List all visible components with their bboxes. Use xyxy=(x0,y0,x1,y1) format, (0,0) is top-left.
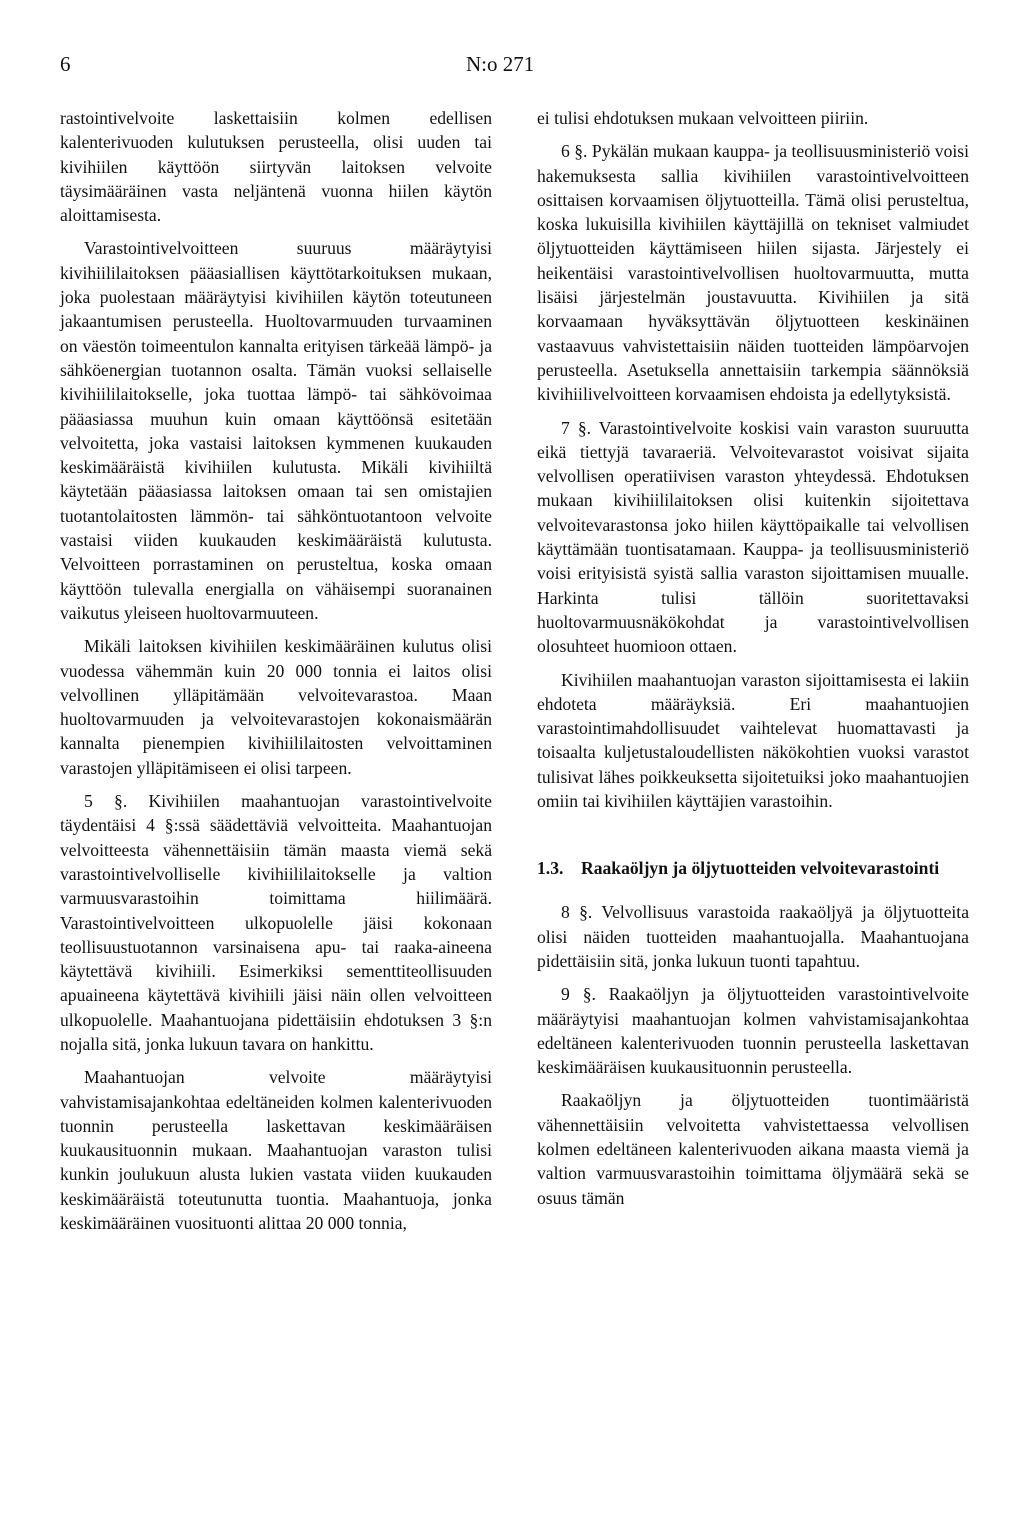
page-number: 6 xyxy=(60,52,71,76)
paragraph: 7 §. Varastointivelvoite koskisi vain varaston suuruutta eikä tiettyjä tavaraeriä. Velvoitevarastot voisivat sijaita velvollisen operatiivisen varaston yhteydessä. Ehdotuksen mukaan kivihiililaitoksen olisi kuitenkin sijoitettava velvoitevarastonsa joko hiilen käyttöpaikalle tai velvollisen käyttämään tuontisatamaan. Kauppa- ja teollisuusministeriö voisi erityisistä syistä sallia varaston sijoittamisen muualle. Harkinta tulisi tällöin suoritettavaksi huoltovarmuusnäkökohdat ja varastointivelvollisen olosuhteet huomioon ottaen. xyxy=(537,417,969,657)
section-heading xyxy=(537,856,969,880)
paragraph: 9 §. Raakaöljyn ja öljytuotteiden varastointivelvoite määräytyisi maahantuojan kolmen vahvistamisajankohtaa edeltäneen kalenterivuoden tuonnin perusteella laskettavan keskimääräisen kuukausituonnin perusteella. xyxy=(537,984,969,1078)
right-column xyxy=(537,106,969,1219)
paragraph: rastointivelvoite laskettaisiin kolmen edellisen kalenterivuoden kulutuksen perusteella, olisi uuden tai kivihiilen käyttöön siirtyvän laitoksen velvoite täysimääräinen vasta neljäntenä vuonna hiilen käytön aloittamisesta. xyxy=(60,108,492,226)
paragraph: Mikäli laitoksen kivihiilen keskimääräinen kulutus olisi vuodessa vähemmän kuin 20 000 tonnia ei laitos olisi velvollinen ylläpitämään velvoitevarastoa. Maan huoltovarmuuden ja velvoitevarastojen kokonaismäärän kannalta pienempien kivihiililaitosten velvoittaminen varastojen ylläpitämiseen ei olisi tarpeen. xyxy=(60,636,492,778)
paragraph: 6 §. Pykälän mukaan kauppa- ja teollisuusministeriö voisi hakemuksesta sallia kivihiilen varastointivelvoitteen osittaisen korvaamisen öljytuotteilla. Tämä olisi perusteltua, koska lukuisilla kivihiilen käyttäjillä on tekniset valmiudet öljytuotteiden käyttämiseen hiilen sijasta. Järjestely ei heikentäisi varastointivelvollisen huoltovarmuutta, mutta lisäisi järjestelmän joustavuutta. Kivihiilen ja sitä korvaamaan hyväksyttävän öljytuotteen keskinäinen vastaavuus vahvistettaisiin näiden tuotteiden lämpöarvojen perusteella. Asetuksella annettaisiin tarkempia säännöksiä kivihiilivelvoitteen korvaamisen ehdoista ja edellytyksistä. xyxy=(537,141,969,405)
paragraph: Varastointivelvoitteen suuruus määräytyisi kivihiililaitoksen pääasiallisen käyttötarkoituksen mukaan, joka puolestaan määräytyisi kivihiilen käytön toteutuneen jakaantumisen perusteella. Huoltovarmuuden turvaaminen on väestön toimeentulon kannalta erityisen tärkeää lämpö- ja sähköenergian tuotannon osalta. Tämän vuoksi sellaiselle kivihiililaitokselle, joka tuottaa lämpö- tai sähkövoimaa pääasiassa muuhun kuin omaan käyttöönsä esitetään velvoitetta, joka vastaisi laitoksen kymmenen kuukauden keskimääräistä kivihiilen kulutusta. Mikäli kivihiiltä käytetään pääasiassa laitoksen omaan tai sen omistajien tuotantolaitosten lämmön- tai sähköntuotantoon velvoite vastaisi viiden kuukauden keskimääräistä kulutusta. Velvoitteen porrastaminen on perusteltua, koska omaan käyttöön tulevalla energialla on vähäisempi suoranainen vaikutus yleiseen huoltovarmuuteen. xyxy=(60,238,492,623)
paragraph: Kivihiilen maahantuojan varaston sijoittamisesta ei lakiin ehdoteta määräyksiä. Eri maahantuojien varastointimahdollisuudet vaihtelevat huomattavasti ja toisaalta kuljetustaloudellisten näkökohtien vuoksi varastot tulisivat lähes poikkeuksetta sijoitetuiksi joko maahantuojien omiin tai kivihiilen käyttäjien varastoihin. xyxy=(537,669,969,812)
section-title: Raakaöljyn ja öljytuotteiden velvoitevarastointi xyxy=(581,858,940,879)
left-column xyxy=(60,106,492,1244)
paragraph: Maahantuojan velvoite määräytyisi vahvistamisajankohtaa edeltäneiden kolmen kalenterivuoden tuonnin perusteella laskettavan keskimääräisen kuukausituonnin mukaan. Maahantuojan varaston tulisi kunkin joulukuun alusta lukien vastata viiden kuukauden keskimääräistä toteutunutta tuontia. Maahantuoja, jonka keskimääräinen vuosituonti alittaa 20 000 tonnia, xyxy=(60,1067,492,1234)
paragraph: 8 §. Velvollisuus varastoida raakaöljyä ja öljytuotteita olisi näiden tuotteiden maahantuojalla. Maahantuojana pidettäisiin sitä, jonka lukuun tuonti tapahtuu. xyxy=(537,902,969,971)
section-number: 1.3. xyxy=(537,858,564,879)
document-number: N:o 271 xyxy=(466,52,535,76)
paragraph: 5 §. Kivihiilen maahantuojan varastointivelvoite täydentäisi 4 §:ssä säädettäviä velvoitteita. Maahantuojan velvoitteesta vähennettäisiin tämän maasta viemä sekä varastointivelvolliselle kivihiililaitokselle ja valtion varmuusvarastoihin toimittama hiilimäärä. Varastointivelvoitteen ulkopuolelle jäisi kokonaan teollisuustuotannon varsinaisena apu- tai raaka-aineena käytettävä kivihiili. Esimerkiksi sementtiteollisuuden apuaineena käytettävä kivihiili jäisi näin ollen velvoitteen ulkopuolelle. Maahantuojana pidettäisiin ehdotuksen 3 §:n nojalla sitä, jonka lukuun tavara on hankittu. xyxy=(60,791,492,1054)
paragraph: ei tulisi ehdotuksen mukaan velvoitteen piiriin. xyxy=(537,108,869,128)
paragraph: Raakaöljyn ja öljytuotteiden tuontimääristä vähennettäisiin velvoitetta vahvistettaessa velvollisen kolmen edeltäneen kalenterivuoden aikana maasta viemä ja valtion varmuusvarastoihin toimittama öljymäärä sekä se osuus tämän xyxy=(537,1090,969,1208)
